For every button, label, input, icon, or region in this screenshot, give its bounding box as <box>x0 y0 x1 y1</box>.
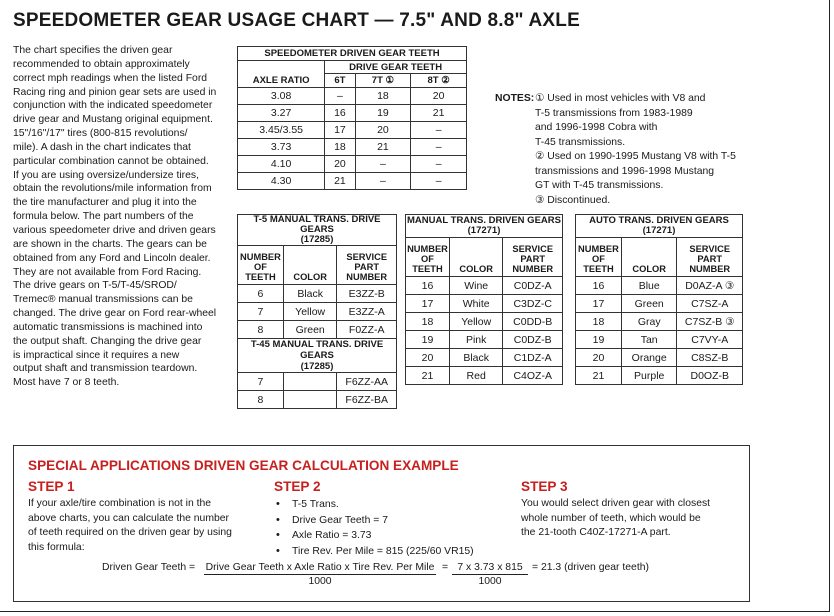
t5-col-part: SERVICE PART NUMBER <box>337 246 397 285</box>
t45-table-row <box>238 373 397 391</box>
step1-text: If your axle/tire combination is not in the above charts, you can calculate the number of teeth required on the driven gear by using this formula: <box>28 498 232 553</box>
t45-table-row <box>238 391 397 409</box>
table-cell: 20 <box>355 122 411 139</box>
formula-fraction-2 <box>452 562 528 587</box>
table-cell: 20 <box>411 88 467 105</box>
axle-table-row <box>238 88 467 105</box>
table-cell: 4.10 <box>238 156 325 173</box>
auto-table-row <box>576 331 743 349</box>
table-cell: – <box>355 156 411 173</box>
formula-numerator-2: 7 x 3.73 x 815 <box>452 562 528 575</box>
table-cell: – <box>411 122 467 139</box>
t45-table-title: T-45 MANUAL TRANS. DRIVE GEARS (17285) <box>238 339 397 373</box>
auto-table-title: AUTO TRANS. DRIVEN GEARS (17271) <box>576 215 743 238</box>
axle-table-row <box>238 156 467 173</box>
auto-table-row <box>576 313 743 331</box>
t5-col-color: COLOR <box>283 246 337 285</box>
note-3: ③ Discontinued. <box>535 195 611 206</box>
table-cell: 16 <box>406 277 450 295</box>
t5-table-title: T-5 MANUAL TRANS. DRIVE GEARS (17285) <box>238 215 397 246</box>
table-cell: 21 <box>576 367 622 385</box>
manual-col-part: SERVICE PART NUMBER <box>503 238 563 277</box>
table-cell: 21 <box>411 105 467 122</box>
table-cell: 17 <box>406 295 450 313</box>
table-cell: – <box>411 156 467 173</box>
auto-table-row <box>576 295 743 313</box>
table-cell: 8 <box>238 321 284 339</box>
table-cell: C0DD-B <box>503 313 563 331</box>
table-cell: C3DZ-C <box>503 295 563 313</box>
table-cell: 3.45/3.55 <box>238 122 325 139</box>
step2-item: • Drive Gear Teeth = 7 <box>276 513 474 529</box>
table-cell: E3ZZ-B <box>337 285 397 303</box>
table-cell: 3.08 <box>238 88 325 105</box>
table-cell: Green <box>621 295 677 313</box>
table-cell: – <box>411 173 467 190</box>
formula-equals: = <box>442 562 449 573</box>
table-cell: – <box>411 139 467 156</box>
step2-item: • Axle Ratio = 3.73 <box>276 528 474 544</box>
table-cell: 18 <box>406 313 450 331</box>
auto-table-row <box>576 349 743 367</box>
table-cell: Yellow <box>283 303 337 321</box>
table-cell: 3.27 <box>238 105 325 122</box>
notes-label: NOTES: <box>495 93 535 104</box>
table-cell: Black <box>449 349 503 367</box>
auto-table-row <box>576 277 743 295</box>
note-1: ① Used in most vehicles with V8 and T-5 transmissions from 1983-1989 and 1996-1998 Cobra with T-45 transmissions. <box>535 93 706 148</box>
table-cell: C7SZ-B ③ <box>677 313 743 331</box>
step1-title: STEP 1 <box>28 479 75 494</box>
table-cell: 4.30 <box>238 173 325 190</box>
formula-denominator-2: 1000 <box>478 576 502 587</box>
table-cell: 17 <box>576 295 622 313</box>
table-cell: Purple <box>621 367 677 385</box>
table-cell: C0DZ-A <box>503 277 563 295</box>
col-axle-ratio: AXLE RATIO <box>238 74 325 88</box>
auto-driven-gears-table <box>575 214 743 385</box>
table-cell: C4OZ-A <box>503 367 563 385</box>
table-cell: Gray <box>621 313 677 331</box>
manual-table-row <box>406 331 563 349</box>
table-cell: C0DZ-B <box>503 331 563 349</box>
table-cell: 21 <box>325 173 355 190</box>
manual-table-row <box>406 295 563 313</box>
formula-denominator-1: 1000 <box>308 576 332 587</box>
table-cell: Green <box>283 321 337 339</box>
table-cell: 8 <box>238 391 284 409</box>
table-cell: C7VY-A <box>677 331 743 349</box>
table-cell: 21 <box>406 367 450 385</box>
formula-fraction-1 <box>204 562 436 587</box>
table-cell: – <box>355 173 411 190</box>
table-cell <box>283 373 337 391</box>
table-cell: F6ZZ-AA <box>337 373 397 391</box>
t5-drive-gears-table <box>237 214 397 409</box>
axle-table-row <box>238 139 467 156</box>
table-cell: Red <box>449 367 503 385</box>
table-cell: 20 <box>406 349 450 367</box>
manual-table-row <box>406 367 563 385</box>
table-cell: E3ZZ-A <box>337 303 397 321</box>
table-cell: C1DZ-A <box>503 349 563 367</box>
axle-table-group: DRIVE GEAR TEETH <box>325 61 467 74</box>
table-cell: 6 <box>238 285 284 303</box>
manual-table-row <box>406 313 563 331</box>
col-8t: 8T ② <box>411 74 467 88</box>
table-cell: 19 <box>576 331 622 349</box>
auto-col-teeth: NUMBER OF TEETH <box>576 238 622 277</box>
table-cell: F6ZZ-BA <box>337 391 397 409</box>
table-cell: 20 <box>576 349 622 367</box>
table-cell: 21 <box>355 139 411 156</box>
t5-col-teeth: NUMBER OF TEETH <box>238 246 284 285</box>
table-cell: F0ZZ-A <box>337 321 397 339</box>
table-cell: D0AZ-A ③ <box>677 277 743 295</box>
table-cell: C7SZ-A <box>677 295 743 313</box>
intro-text: The chart specifies the driven gear recommended to obtain approximately correct mph readings when the listed Ford Racing ring and pinion gear sets are used in conjunction with the indicated speedometer drive gear and Mustang original equipment. 15"/16"/17" tires (800-815 revolutions/ mile). A dash in the chart indicates that particular combination cannot be obtained. If you are using oversize/undersize tires, obtain the revolutions/mile information from the tire manufacturer and plug it into the formula below. The part numbers of the various speedometer drive and driven gears are shown in the charts. The gears can be obtained from any Ford and Lincoln dealer. They are not available from Ford Racing. The drive gears on T-5/T-45/SROD/ Tremec® manual transmissions can be changed. The drive gear on Ford rear-wheel automatic transmissions is machined into the output shaft. Changing the drive gear is impractical since it requires a new output shaft and transmission teardown. Most have 7 or 8 teeth. <box>13 45 217 389</box>
auto-col-color: COLOR <box>621 238 677 277</box>
formula-lhs: Driven Gear Teeth = <box>102 562 196 573</box>
table-cell: 19 <box>406 331 450 349</box>
manual-col-teeth: NUMBER OF TEETH <box>406 238 450 277</box>
table-cell: 18 <box>355 88 411 105</box>
auto-col-part: SERVICE PART NUMBER <box>677 238 743 277</box>
col-7t: 7T ① <box>355 74 411 88</box>
intro-paragraph <box>13 44 225 390</box>
table-cell: Blue <box>621 277 677 295</box>
table-cell: White <box>449 295 503 313</box>
step3-title: STEP 3 <box>521 479 568 494</box>
manual-table-row <box>406 349 563 367</box>
table-cell: Wine <box>449 277 503 295</box>
calculation-example-box <box>13 445 750 602</box>
table-cell: – <box>325 88 355 105</box>
example-title: SPECIAL APPLICATIONS DRIVEN GEAR CALCULATION EXAMPLE <box>28 458 459 473</box>
col-6t: 6T <box>325 74 355 88</box>
table-cell: 3.73 <box>238 139 325 156</box>
table-cell: 17 <box>325 122 355 139</box>
auto-table-row <box>576 367 743 385</box>
manual-col-color: COLOR <box>449 238 503 277</box>
table-cell: 19 <box>355 105 411 122</box>
note-2: ② Used on 1990-1995 Mustang V8 with T-5 transmissions and 1996-1998 Mustang GT with T-45 transmissions. <box>535 151 736 191</box>
step2-item: • T-5 Trans. <box>276 497 474 513</box>
table-cell: Orange <box>621 349 677 367</box>
table-cell: 16 <box>576 277 622 295</box>
t5-table-row <box>238 285 397 303</box>
formula-numerator-1: Drive Gear Teeth x Axle Ratio x Tire Rev. Per Mile <box>205 562 435 573</box>
step2-list <box>276 497 474 559</box>
formula-result: = 21.3 (driven gear teeth) <box>532 562 649 573</box>
table-cell: D0OZ-B <box>677 367 743 385</box>
manual-driven-gears-table <box>405 214 563 385</box>
table-cell: 20 <box>325 156 355 173</box>
table-cell: C8SZ-B <box>677 349 743 367</box>
table-cell: 7 <box>238 373 284 391</box>
table-cell: Tan <box>621 331 677 349</box>
table-cell: Black <box>283 285 337 303</box>
table-cell: Yellow <box>449 313 503 331</box>
axle-table-title: SPEEDOMETER DRIVEN GEAR TEETH <box>238 47 467 61</box>
t5-table-row <box>238 303 397 321</box>
manual-table-row <box>406 277 563 295</box>
step3-text: You would select driven gear with closest whole number of teeth, which would be the 21-tooth C40Z-17271-A part. <box>521 498 711 539</box>
t5-table-row <box>238 321 397 339</box>
table-cell <box>283 391 337 409</box>
table-cell: 18 <box>325 139 355 156</box>
axle-table-row <box>238 105 467 122</box>
axle-table-row <box>238 122 467 139</box>
table-cell: 18 <box>576 313 622 331</box>
axle-table-row <box>238 173 467 190</box>
table-cell: 16 <box>325 105 355 122</box>
step2-item: • Tire Rev. Per Mile = 815 (225/60 VR15) <box>276 544 474 560</box>
step2-title: STEP 2 <box>274 479 321 494</box>
manual-table-title: MANUAL TRANS. DRIVEN GEARS (17271) <box>407 215 561 236</box>
axle-ratio-table <box>237 46 467 190</box>
table-cell: 7 <box>238 303 284 321</box>
table-cell: Pink <box>449 331 503 349</box>
page-title: SPEEDOMETER GEAR USAGE CHART — 7.5" AND 8.8" AXLE <box>13 10 580 31</box>
